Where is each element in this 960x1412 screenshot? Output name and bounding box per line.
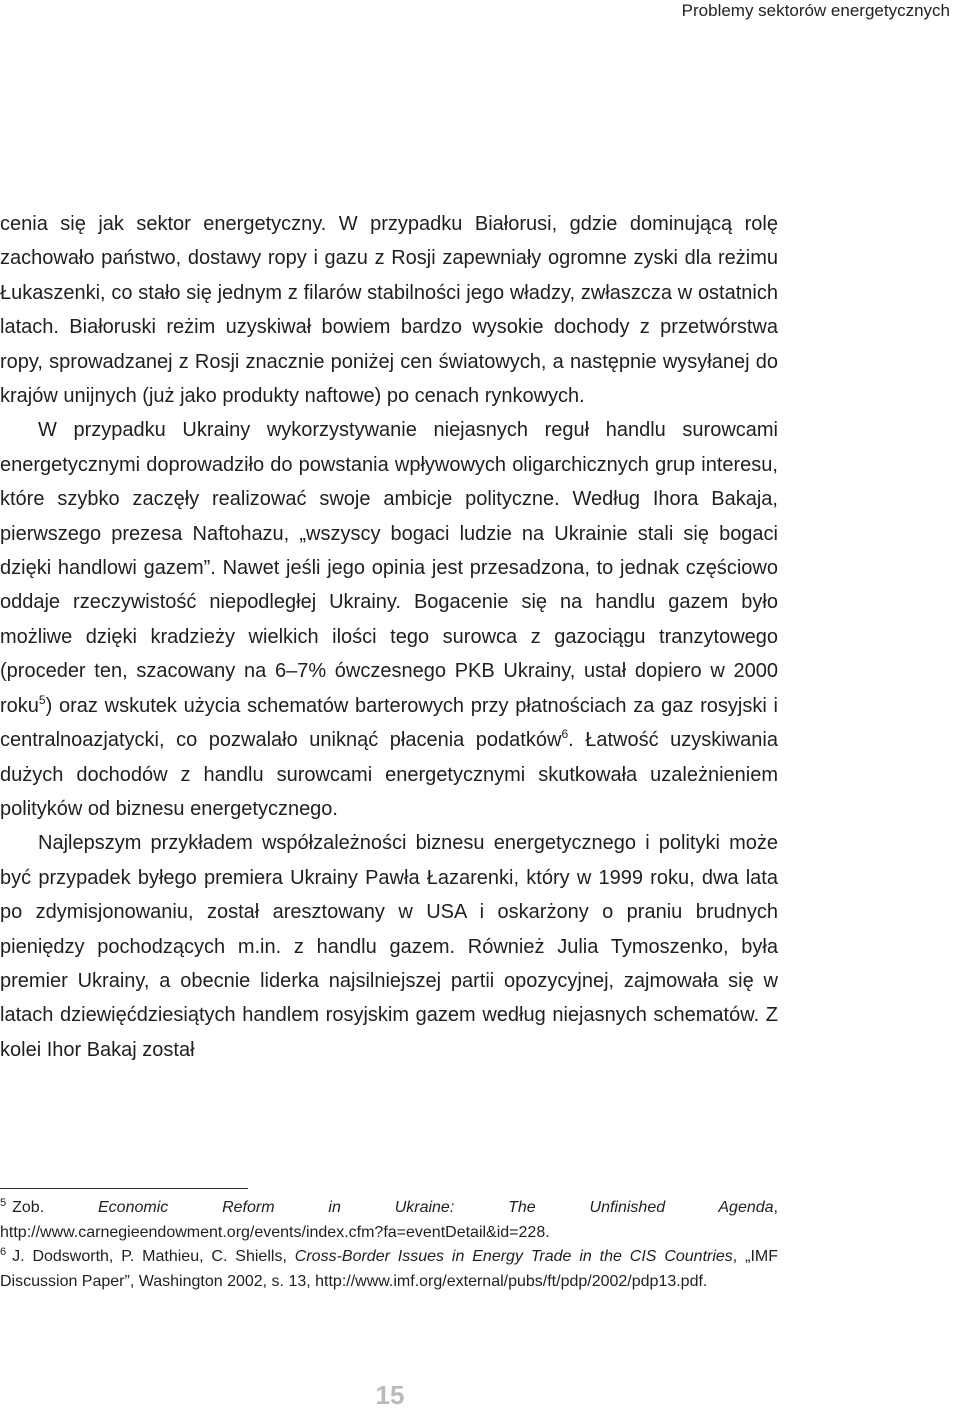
paragraph-2-text-c: . Łatwość uzyskiwania dużych dochodów z handlu surowcami energetycznymi skutkowała uzależnieniem polityków od biznesu energetycznego. xyxy=(0,729,778,820)
paragraph-2 xyxy=(0,413,778,826)
footnote-divider xyxy=(0,1188,248,1189)
paragraph-2-text-a: W przypadku Ukrainy wykorzystywanie niejasnych reguł handlu surowcami energetycznymi doprowadziło do powstania wpływowych oligarchicznych grup interesu, które szybko zaczęły realizować swoje ambicje polityczne. Według Ihora Bakaja, pierwszego prezesa Naftohazu, „wszyscy bogaci ludzie na Ukrainie stali się bogaci dzięki handlowi gazem”. Nawet jeśli jego opinia jest przesadzona, to jednak częściowo oddaje rzeczywistość niepodległej Ukrainy. Bogacenie się na handlu gazem było możliwe dzięki kradzieży wielkich ilości tego surowca z gazociągu tranzytowego (proceder ten, szacowany na 6–7% ówczesnego PKB Ukrainy, ustał dopiero w 2000 roku xyxy=(0,419,778,717)
paragraph-2-text-b: ) oraz wskutek użycia schematów barterowych przy płatnościach za gaz rosyjski i centralnoazjatycki, co pozwalało uniknąć płacenia podatków xyxy=(0,694,778,752)
paragraph-1: cenia się jak sektor energetyczny. W przypadku Białorusi, gdzie dominującą rolę zachowało państwo, dostawy ropy i gazu z Rosji zapewniały ogromne zyski dla reżimu Łukaszenki, co stało się jednym z filarów stabilności jego władzy, zwłaszcza w ostatnich latach. Białoruski reżim uzyskiwał bowiem bardzo wysokie dochody z przetwórstwa ropy, sprowadzanej z Rosji znacznie poniżej cen światowych, a następnie wysyłanej do krajów unijnych (już jako produkty naftowe) po cenach rynkowych. xyxy=(0,213,778,408)
footnote-5-title: Economic Reform in Ukraine: The Unfinished Agenda xyxy=(98,1199,774,1216)
footnote-5-number: 5 xyxy=(0,1197,7,1209)
footnote-ref-5[interactable]: 5 xyxy=(38,692,46,707)
footnote-ref-6[interactable]: 6 xyxy=(561,727,569,742)
footnote-6-title: Cross-Border Issues in Energy Trade in the CIS Countries xyxy=(294,1248,733,1265)
footnote-5-suffix[interactable]: , http://www.carnegieendowment.org/events/index.cfm?fa=eventDetail&id=228. xyxy=(0,1199,778,1241)
footnote-6-number: 6 xyxy=(0,1246,7,1258)
footnote-6-suffix[interactable]: , „IMF Discussion Paper”, Washington 2002, s. 13, http://www.imf.org/external/pubs/ft/pdp/2002/pdp13.pdf. xyxy=(0,1248,778,1290)
paragraph-3: Najlepszym przykładem współzależności biznesu energetycznego i polityki może być przypadek byłego premiera Ukrainy Pawła Łazarenki, który w 1999 roku, dwa lata po zdymisjonowaniu, został aresztowany w USA i oskarżony o praniu brudnych pieniędzy pochodzących m.in. z handlu gazem. Również Julia Tymoszenko, była premier Ukrainy, a obecnie liderka najsilniejszej partii opozycyjnej, zajmowała się w latach dziewięćdziesiątych handlem rosyjskim gazem według niejasnych schematów. Z kolei Ihor Bakaj został xyxy=(0,832,778,1061)
body-text xyxy=(0,207,778,1067)
footnote-5 xyxy=(0,1196,778,1245)
running-header: Problemy sektorów energetycznych xyxy=(681,1,950,20)
footnote-6 xyxy=(0,1245,778,1294)
footnotes xyxy=(0,1196,778,1294)
page-number: 15 xyxy=(375,1380,405,1410)
footnote-6-prefix: J. Dodsworth, P. Mathieu, C. Shiells, xyxy=(12,1248,295,1265)
footnote-5-prefix: Zob. xyxy=(12,1199,98,1216)
